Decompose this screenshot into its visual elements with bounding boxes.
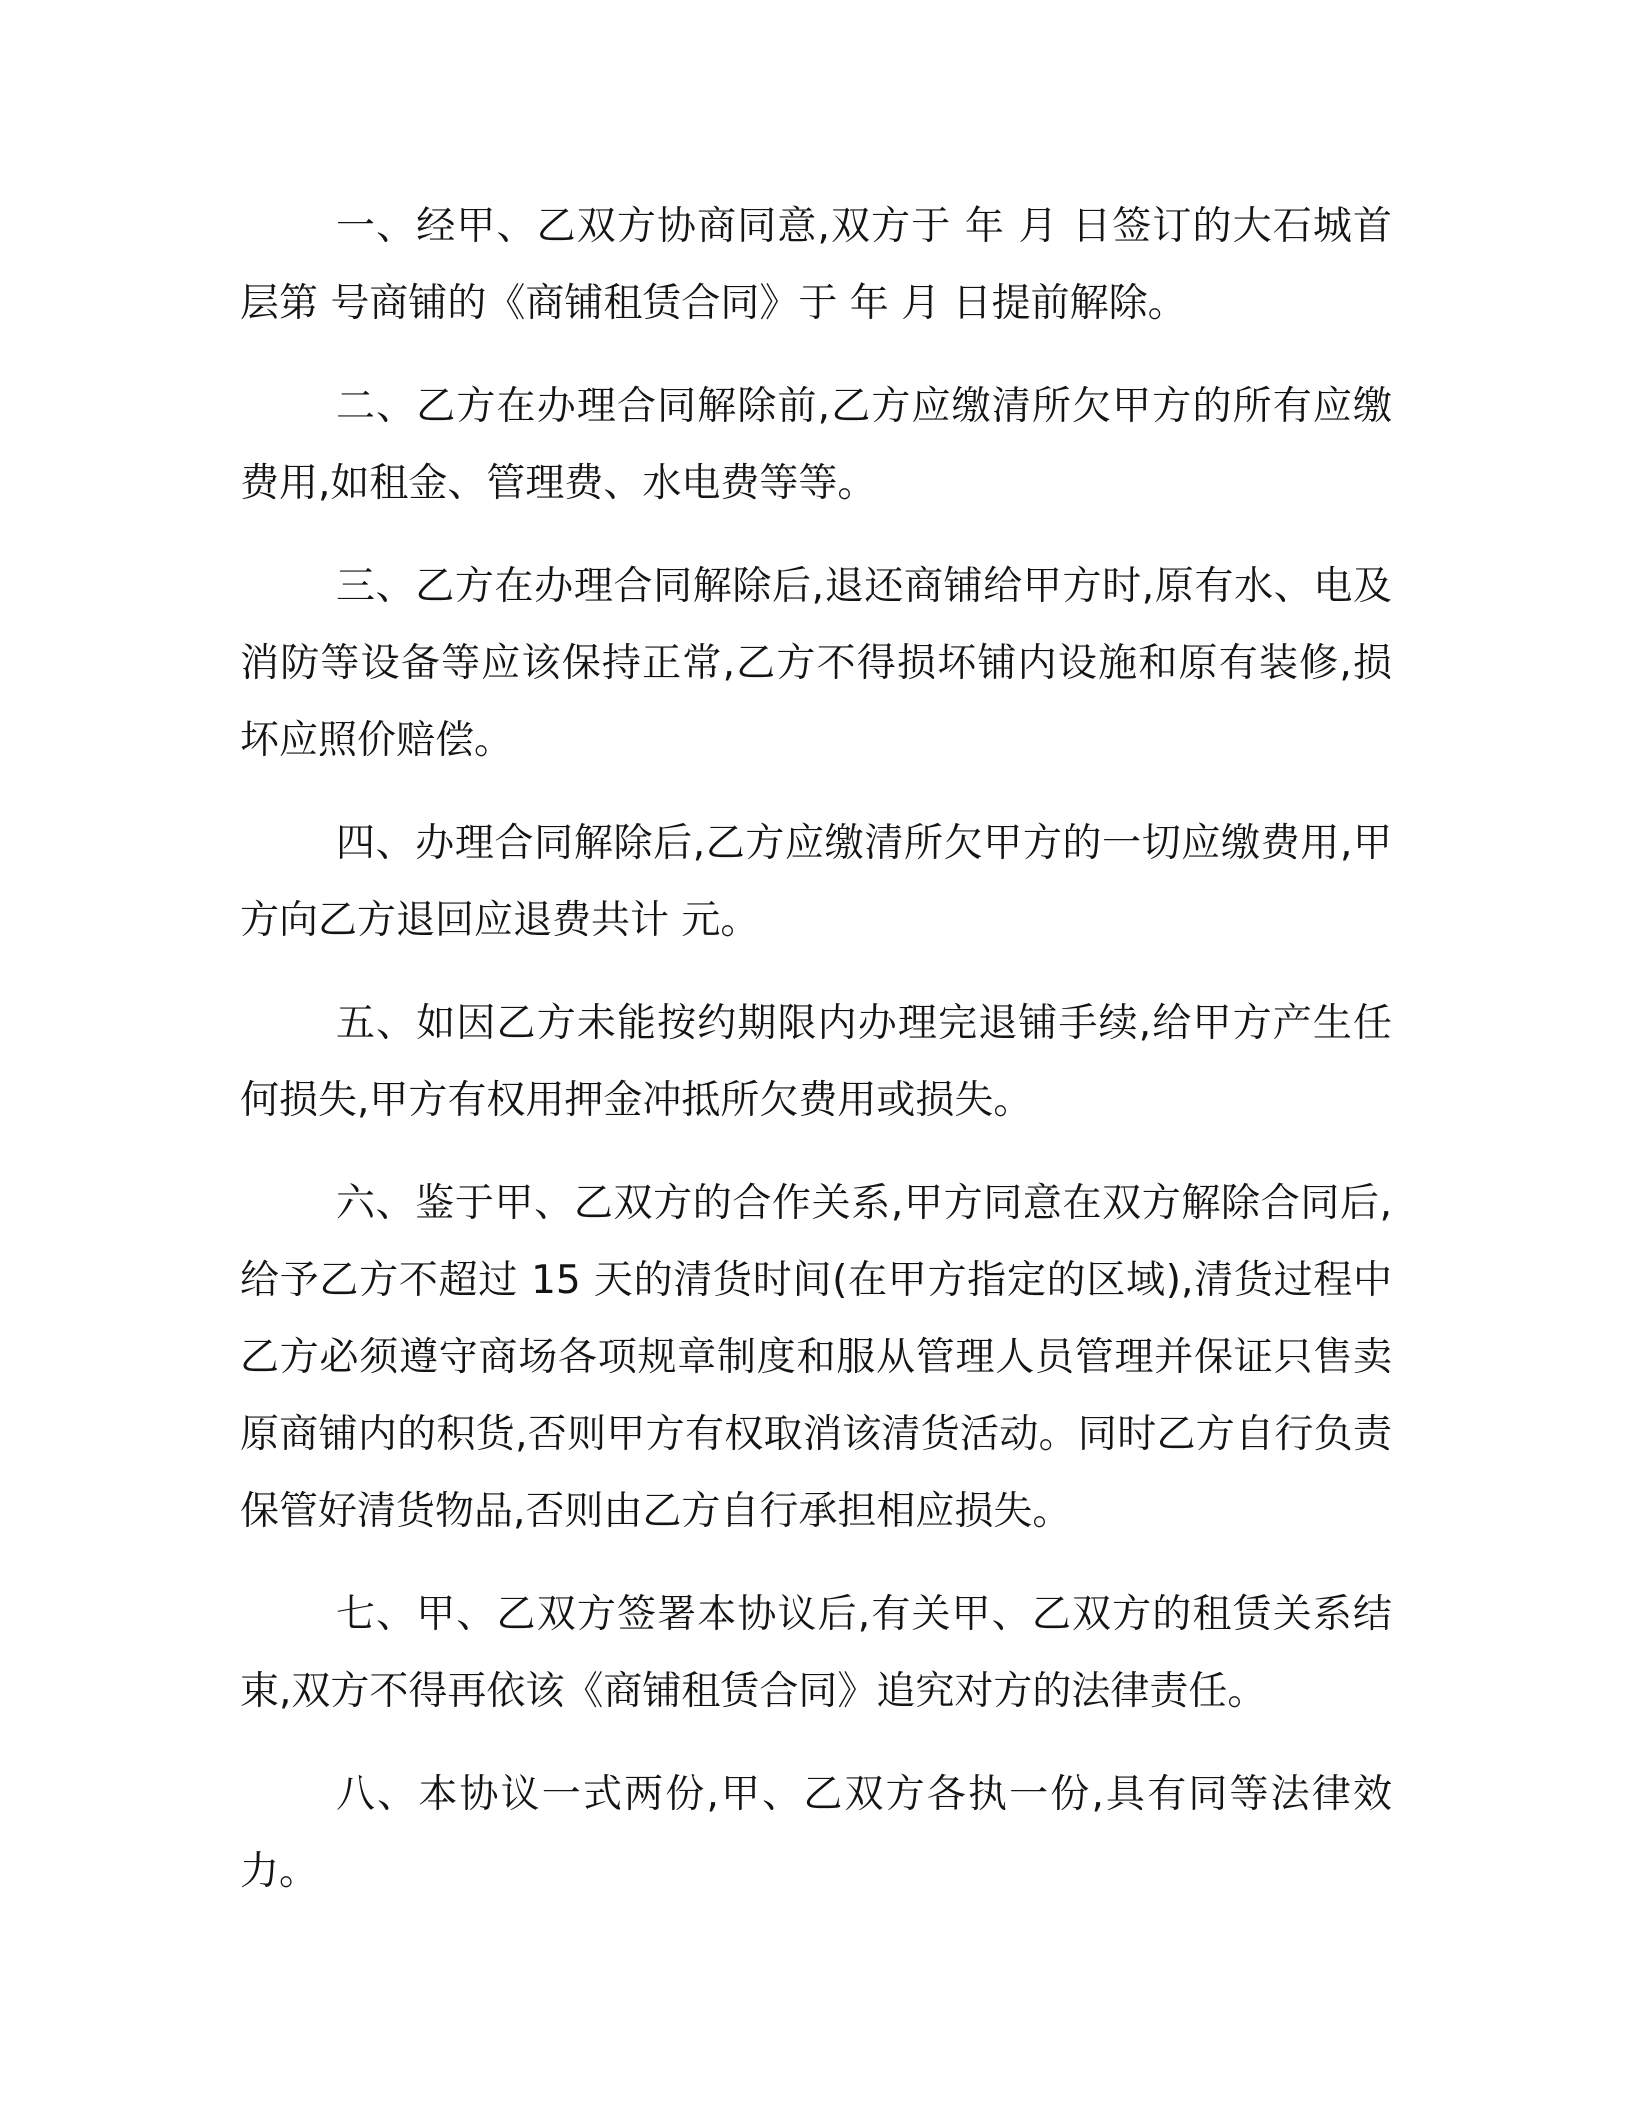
clause-6: 六、鉴于甲、乙双方的合作关系,甲方同意在双方解除合同后,给予乙方不超过 15 天的清货时间(在甲方指定的区域),清货过程中乙方必须遵守商场各项规章制度和服从管理人员管理并保证只售卖原商铺内的积货,否则甲方有权取消该清货活动。同时乙方自行负责保管好清货物品,否则由乙方自行承担相应损失。 — [240, 1181, 1392, 1534]
clause-1: 一、经甲、乙双方协商同意,双方于 年 月 日签订的大石城首层第 号商铺的《商铺租赁合同》于 年 月 日提前解除。 — [240, 204, 1392, 326]
clause-3: 三、乙方在办理合同解除后,退还商铺给甲方时,原有水、电及消防等设备等应该保持正常,乙方不得损坏铺内设施和原有装修,损坏应照价赔偿。 — [240, 564, 1392, 763]
clause-8: 八、本协议一式两份,甲、乙双方各执一份,具有同等法律效力。 — [240, 1772, 1392, 1894]
clause-5: 五、如因乙方未能按约期限内办理完退铺手续,给甲方产生任何损失,甲方有权用押金冲抵所欠费用或损失。 — [240, 1001, 1392, 1123]
document-page — [240, 188, 1392, 1910]
clause-7: 七、甲、乙双方签署本协议后,有关甲、乙双方的租赁关系结束,双方不得再依该《商铺租赁合同》追究对方的法律责任。 — [240, 1592, 1392, 1714]
clause-4: 四、办理合同解除后,乙方应缴清所欠甲方的一切应缴费用,甲方向乙方退回应退费共计 元。 — [240, 821, 1392, 943]
clause-2: 二、乙方在办理合同解除前,乙方应缴清所欠甲方的所有应缴费用,如租金、管理费、水电费等等。 — [240, 384, 1392, 506]
